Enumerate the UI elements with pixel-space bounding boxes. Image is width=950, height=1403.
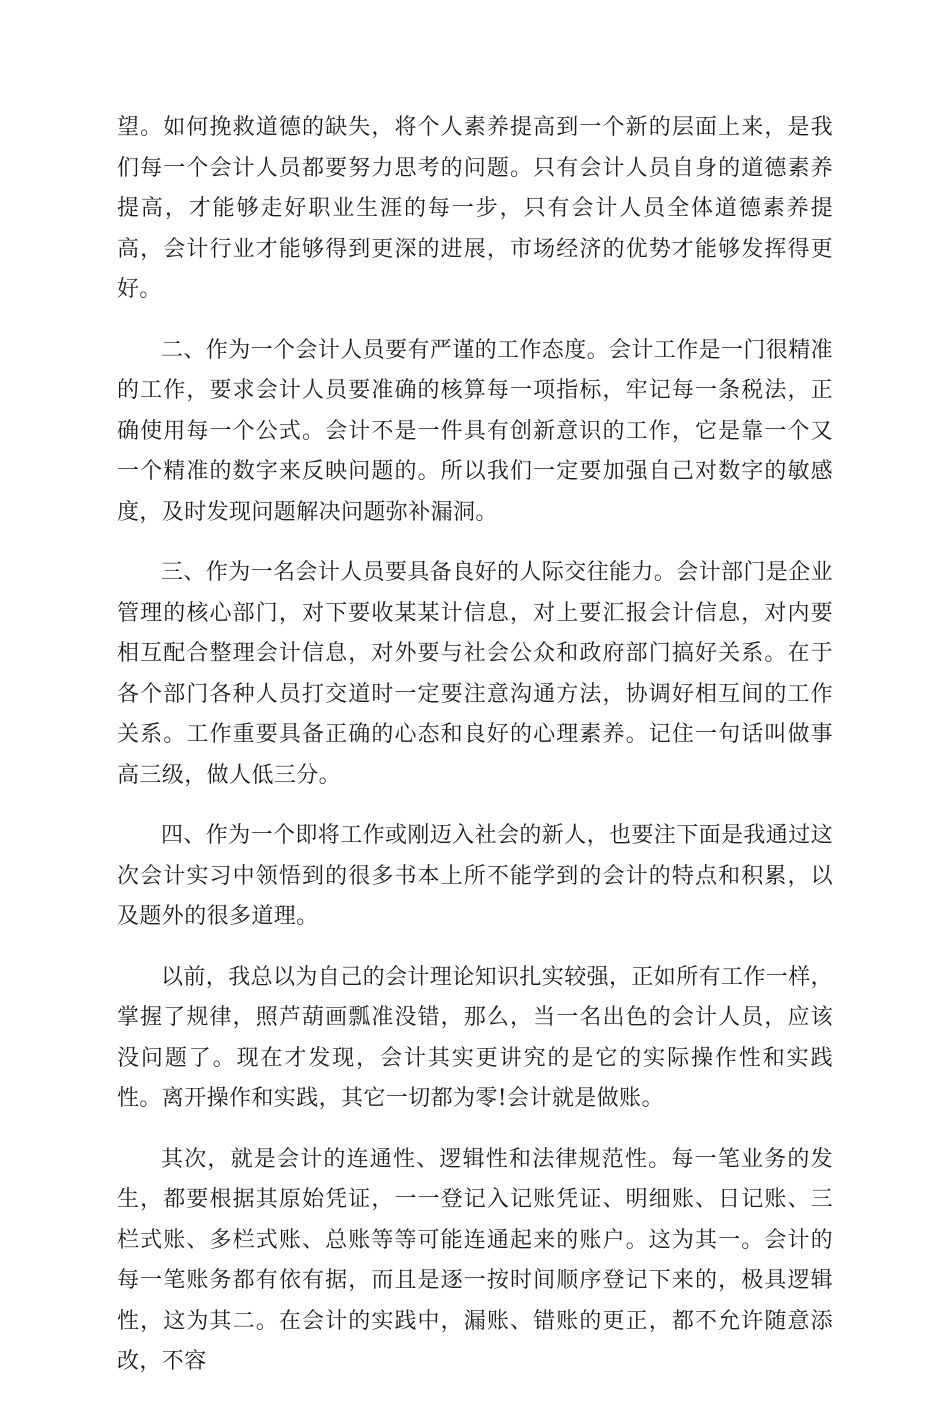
paragraph-previously: 以前，我总以为自己的会计理论知识扎实较强，正如所有工作一样，掌握了规律，照芦葫画瓢准没错，那么，当一名出色的会计人员，应该没问题了。现在才发现，会计其实更讲究的是它的实际操作性和实践性。离开操作和实践，其它一切都为零!会计就是做账。	[117, 964, 834, 1111]
paragraph-interpersonal-skills: 三、作为一名会计人员要具备良好的人际交往能力。会计部门是企业管理的核心部门，对下要收某某计信息，对上要汇报会计信息，对内要相互配合整理会计信息，对外要与社会公众和政府部门搞好关系。在于各个部门各种人员打交道时一定要注意沟通方法，协调好相互间的工作关系。工作重要具备正确的心态和良好的心理素养。记住一句话叫做事高三级，做人低三分。	[117, 560, 834, 788]
paragraph-continued: 望。如何挽救道德的缺失，将个人素养提高到一个新的层面上来，是我们每一个会计人员都要努力思考的问题。只有会计人员自身的道德素养提高，才能够走好职业生涯的每一步，只有会计人员全体道德素养提高，会计行业才能够得到更深的进展，市场经济的优势才能够发挥得更好。	[117, 115, 833, 302]
paragraph-secondly: 其次，就是会计的连通性、逻辑性和法律规范性。每一笔业务的发生，都要根据其原始凭证，一一登记入记账凭证、明细账、日记账、三栏式账、多栏式账、总账等等可能连通起来的账户。这为其一。会计的每一笔账务都有依有据，而且是逐一按时间顺序登记下来的，极具逻辑性，这为其二。在会计的实践中，漏账、错账的更正，都不允许随意添改，不容	[117, 1146, 833, 1374]
paragraph-newcomer: 四、作为一个即将工作或刚迈入社会的新人，也要注下面是我通过这次会计实习中领悟到的很多书本上所不能学到的会计的特点和积累，以及题外的很多道理。	[117, 823, 834, 929]
document-body	[117, 108, 833, 1403]
paragraph-rigorous-attitude: 二、作为一个会计人员要有严谨的工作态度。会计工作是一门很精准的工作，要求会计人员要准确的核算每一项指标，牢记每一条税法，正确使用每一个公式。会计不是一件具有创新意识的工作，它是靠一个又一个精准的数字来反映问题的。所以我们一定要加强自己对数字的敏感度，及时发现问题解决问题弥补漏洞。	[117, 337, 834, 525]
